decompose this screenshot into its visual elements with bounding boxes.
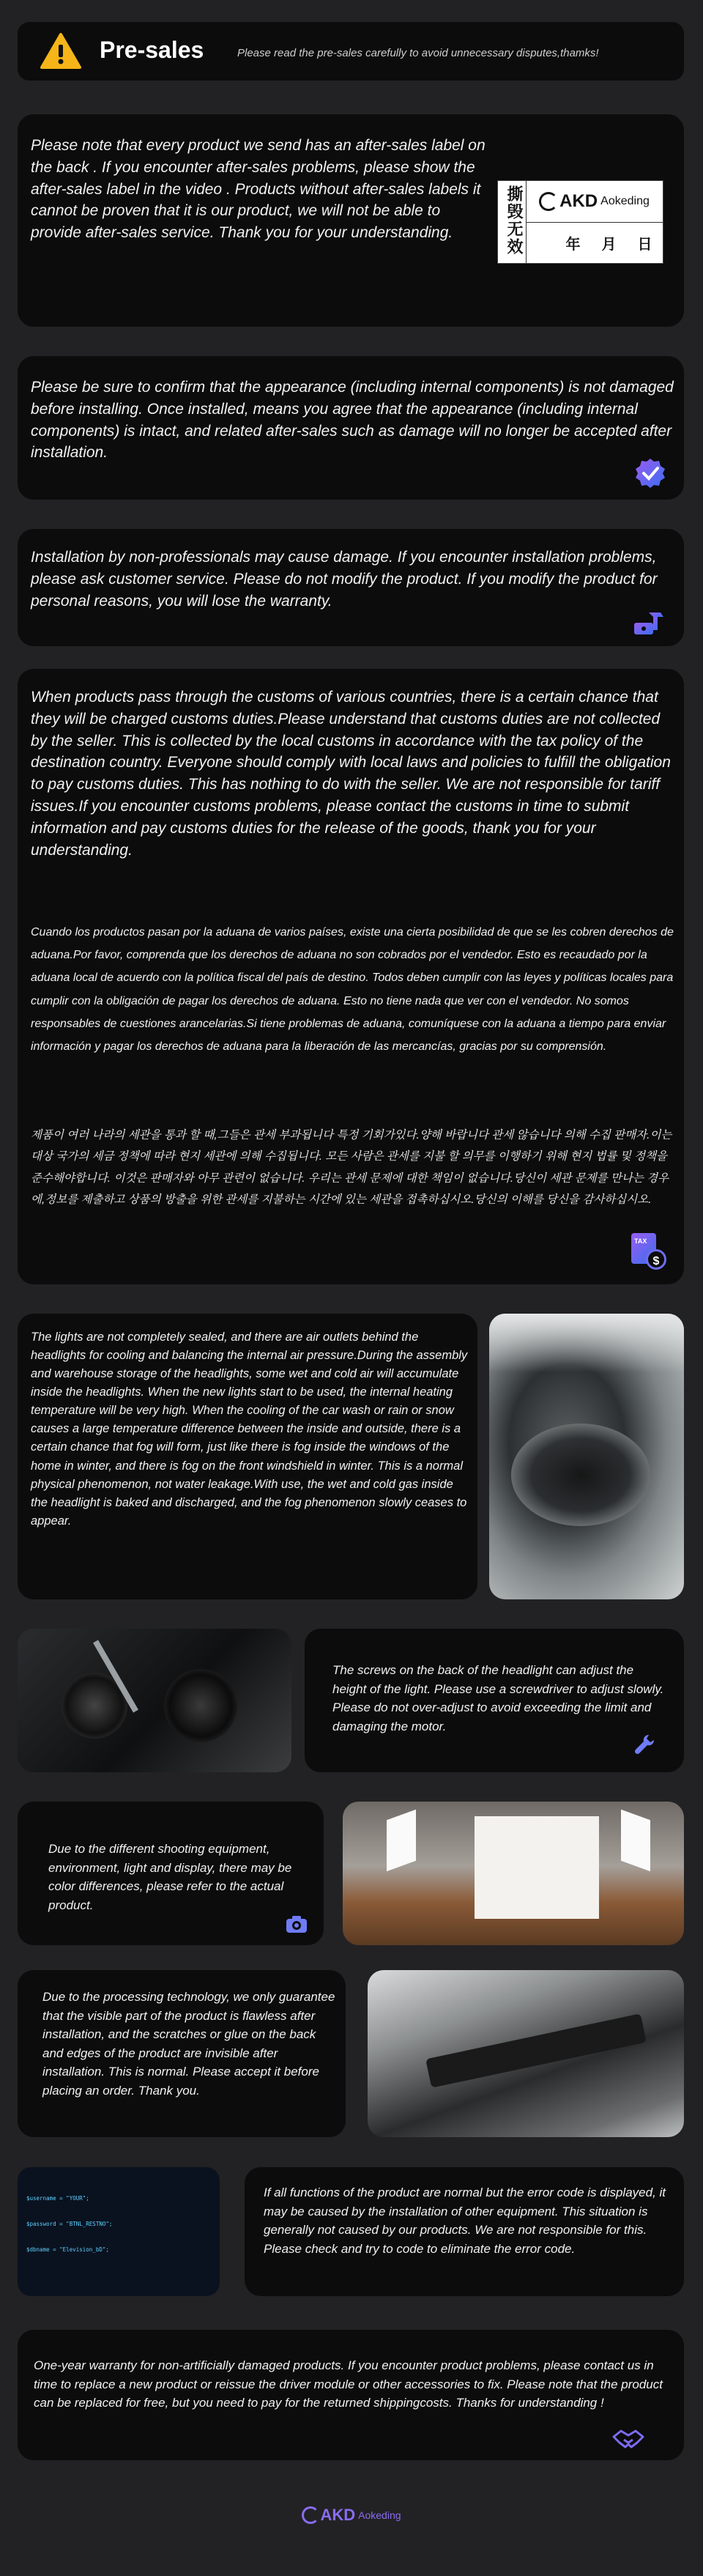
wrench-icon <box>633 1733 656 1756</box>
camera-icon <box>286 1914 308 1933</box>
processing-detail-photo <box>368 1970 684 2137</box>
presales-header <box>18 22 684 81</box>
handshake-icon <box>612 2427 644 2451</box>
tax-icon: TAX $ <box>630 1232 666 1270</box>
error-code-text: If all functions of the product are normal but the error code is displayed, it may be caused by the installation of other equipment. This situation is generally not caused by our products. We are not responsible for this. Please check and try to code to eliminate the error code. <box>264 2185 666 2256</box>
error-code-card <box>245 2167 684 2296</box>
warranty-card <box>18 2330 684 2460</box>
after-sales-label-text: Please note that every product we send has an after-sales label on the back . If you encounter after-sales problems, please show the after-sales label in the video . Products without after-sales labels it cannot be proven that it is our product, we will not be able to provide after-sales service. Thank you for your understanding. <box>31 137 486 242</box>
screw-card <box>305 1629 684 1772</box>
sticker-brand: AKD Aokeding <box>526 181 663 223</box>
check-badge-icon <box>634 457 666 489</box>
photo-studio-image <box>343 1802 684 1945</box>
customs-text-es: Cuando los productos pasan por la aduana de varios países, existe una cierta posibilidad de que se les cobren derechos de aduana.Por favor, comprenda que los derechos de aduana no son cobrados por el vendedor. Esto es recaudado por la aduana local de acuerdo con la política fiscal del país de destino. Todos deben cumplir con las leyes y políticas locales para cumplir con la obligación de pagar los derechos de aduana. Esto no tiene nada que ver con el vendedor. No somos responsables de cuestiones arancelarias.Si tiene problemas de aduana, comuníquese con la aduana a tiempo para enviar información y pagar los derechos de aduana para la liberación de las mercancías, gracias por su comprensión. <box>31 926 674 1053</box>
appearance-card <box>18 356 684 500</box>
fog-text: The lights are not completely sealed, and there are air outlets behind the headlights for cooling and balancing the internal air pressure.During the assembly and warehouse storage of the headlights, some wet and cold air will accumulate inside the headlights. When the new lights start to be used, the internal heating temperature will be very high. When the cooling of the car wash or rain or snow causes a large temperature difference between the inside and outside, there is a certain chance that fog will form, just like there is fog inside the windows of the home in winter, and there is fog on the front windshield in winter. This is a normal physical phenomenon, not water leakage.With use, the wet and cold gas inside the headlight is baked and discharged, and the fog phenomenon slowly ceases to appear. <box>31 1330 468 1528</box>
process-card <box>18 1970 346 2137</box>
brand-logo-icon <box>539 192 558 211</box>
color-card <box>18 1802 324 1945</box>
installation-text: Installation by non-professionals may cause damage. If you encounter installation problems, please ask customer service. Please do not modify the product. If you modify the product for personal reasons, you will lose the warranty. <box>31 549 658 610</box>
customs-card <box>18 669 684 1284</box>
page-subtitle: Please read the pre-sales carefully to avoid unnecessary disputes,thamks! <box>237 47 599 59</box>
after-sales-sticker <box>497 180 663 264</box>
warning-icon <box>40 32 82 70</box>
foggy-headlight-photo <box>489 1314 684 1599</box>
headlight-back-photo <box>18 1629 291 1772</box>
brand-logo-icon <box>302 2506 319 2524</box>
warranty-text: One-year warranty for non-artificially damaged products. If you encounter product problems, please contact us in time to replace a new product or reissue the driver module or other accessories to fix. Please note that the product can be replaced for free, but you need to pay for the returned shippingcosts. Thanks for understanding ! <box>34 2358 663 2410</box>
appearance-text: Please be sure to confirm that the appearance (including internal components) is not damaged before installing. Once installed, means you agree that the appearance (including internal components) is intact, and related after-sales such as damage will no longer be accepted after installation. <box>31 379 674 462</box>
fog-card <box>18 1314 477 1599</box>
installation-card <box>18 529 684 646</box>
code-block: $username = "YOUR"; $password = "BTNL_RESTNO"; $dbname = "Elevision_bD"; <box>26 2195 113 2253</box>
customs-text-en: When products pass through the customs of various countries, there is a certain chance that they will be charged customs duties.Please understand that customs duties are not collected by the seller. This is collected by the local customs in accordance with the tax policy of the destination country. Everyone should comply with local laws and policies to fulfill the obligation to pay customs duties. This has nothing to do with the seller. We are not responsible for tariff issues.If you encounter customs problems, please contact the customs in time to submit information and pay customs duties for the release of the goods, thank you for your understanding. <box>31 689 671 859</box>
after-sales-label-card <box>18 114 684 327</box>
code-screen <box>18 2167 220 2296</box>
page-title: Pre-sales <box>100 37 204 63</box>
void-seal: 撕毁无效 <box>498 181 527 263</box>
tools-icon <box>631 608 665 637</box>
customs-text-ko: 제품이 여러 나라의 세관을 통과 할 때,그들은 관세 부과됩니다 특정 기회가있다.양해 바랍니다 관세 않습니다 의해 수집 판매자.이는 대상 국가의 세금 정책에 따라 현지 세관에 의해 수집됩니다. 모든 사람은 관세를 지불 할 의무를 이행하기 위해 현지 법률 및 정책을 준수해야합니다. 이것은 판매자와 아무 관련이 없습니다. 우리는 관세 문제에 대한 책임이 없습니다.당신이 세관 문제를 만나는 경우에,정보를 제출하고 상품의 방출을 위한 관세를 지불하는 시간에 있는 세관을 접촉하십시오.당신의 이해를 당신을 감사하십시오. <box>31 1129 672 1207</box>
screw-text: The screws on the back of the headlight can adjust the height of the light. Please use a screwdriver to adjust slowly. Please do not over-adjust to avoid exceeding the limit and damaging the motor. <box>332 1663 664 1733</box>
sticker-date: 年 月 日 <box>565 237 652 253</box>
process-text: Due to the processing technology, we only guarantee that the visible part of the product is flawless after installation, and the scratches or glue on the back and edges of the product are invisible after installation. This is normal. Please accept it before placing an order. Thank you. <box>42 1990 335 2098</box>
footer-logo: AKD Aokeding <box>296 2504 407 2526</box>
color-text: Due to the different shooting equipment, environment, light and display, there may be color differences, please refer to the actual product. <box>48 1842 292 1912</box>
